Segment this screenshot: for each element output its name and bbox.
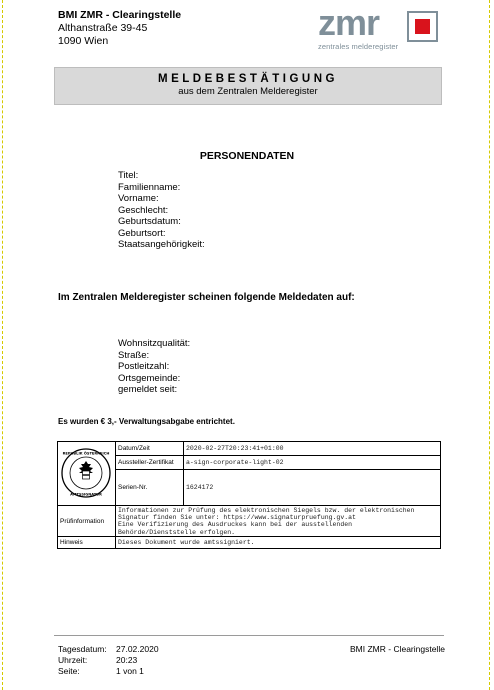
document-title: MELDEBESTÄTIGUNG	[158, 73, 338, 85]
field-label: Geburtsort:	[118, 227, 166, 239]
sig-label-hinweis: Hinweis	[58, 537, 116, 548]
pruef-line: Signatur finden Sie unter: https://www.signaturpruefung.gv.at	[118, 514, 356, 522]
pruef-line: Behörde/Dienststelle erfolgen.	[118, 528, 236, 536]
field-label: Staatsangehörigkeit:	[118, 239, 205, 250]
footer-value: 20:23	[116, 655, 138, 665]
field-label: Straße:	[118, 349, 150, 361]
footer-meta	[58, 644, 159, 677]
footer-issuer: BMI ZMR - Clearingstelle	[350, 644, 445, 654]
page-edge-right	[489, 0, 490, 690]
footer-row-page	[58, 666, 159, 677]
field-label: Vorname:	[118, 193, 159, 204]
svg-text:REPUBLIK ÖSTERREICH: REPUBLIK ÖSTERREICH	[62, 451, 110, 456]
footer-row-date	[58, 644, 159, 655]
field-label: Geschlecht:	[118, 204, 169, 216]
field-label: Ortsgemeinde:	[118, 372, 181, 384]
sig-value-datetime: 2020-02-27T20:23:41+01:00	[184, 442, 440, 456]
footer-value: 27.02.2020	[116, 644, 159, 654]
meldedaten-fields	[118, 338, 190, 396]
sig-label-certificate: Aussteller-Zertifikat	[116, 456, 184, 470]
field-label: Postleitzahl:	[118, 361, 170, 372]
footer-key: Tagesdatum:	[58, 644, 107, 654]
zmr-logo	[318, 2, 441, 52]
sig-value-hinweis: Dieses Dokument wurde amtssigniert.	[118, 539, 255, 546]
fee-note: Es wurden € 3,- Verwaltungsabgabe entrichtet.	[58, 417, 235, 426]
footer-divider	[54, 635, 444, 636]
field-label: Familienname:	[118, 181, 181, 193]
sender-city: 1090 Wien	[58, 35, 109, 47]
seal-cell	[58, 442, 116, 506]
pruef-line: Eine Verifizierung des Ausdruckes kann bei der ausstellenden	[118, 521, 353, 529]
field-label: Titel:	[118, 170, 139, 181]
sender-name: BMI ZMR - Clearingstelle	[58, 9, 182, 21]
zmr-logo-text: zmr	[318, 2, 380, 43]
title-banner	[54, 67, 442, 105]
sig-label-serial: Serien-Nr.	[116, 470, 184, 506]
sig-value-serial: 1624172	[184, 470, 440, 506]
field-label: Geburtsdatum:	[118, 216, 181, 227]
meldedaten-heading: Im Zentralen Melderegister scheinen folgende Meldedaten auf:	[58, 292, 355, 303]
sig-label-pruefinformation: Prüfinformation	[58, 506, 116, 537]
footer-key: Uhrzeit:	[58, 655, 88, 665]
footer-key: Seite:	[58, 666, 80, 676]
svg-text:AMTSSIGNATUR: AMTSSIGNATUR	[70, 492, 102, 497]
footer-value: 1 von 1	[116, 666, 144, 676]
sig-value-pruefinformation	[116, 506, 440, 537]
personendaten-fields	[118, 170, 205, 251]
signature-block	[57, 441, 441, 549]
footer-row-time	[58, 655, 159, 666]
field-label: Wohnsitzqualität:	[118, 338, 191, 349]
field-label: gemeldet seit:	[118, 384, 178, 395]
zmr-logo-square-icon	[407, 11, 438, 42]
zmr-logo-subtitle: zentrales melderegister	[318, 42, 399, 51]
page-edge-left	[2, 0, 3, 690]
personendaten-heading: PERSONENDATEN	[199, 150, 295, 162]
pruef-line: Informationen zur Prüfung des elektronischen Siegels bzw. der elektronischen	[118, 507, 415, 514]
austrian-eagle-seal-icon	[58, 442, 114, 504]
sender-address	[58, 9, 181, 48]
sig-value-certificate: a-sign-corporate-light-02	[184, 456, 440, 470]
sender-street: Althanstraße 39-45	[58, 22, 148, 34]
sig-label-datetime: Datum/Zeit	[116, 442, 184, 456]
document-subtitle: aus dem Zentralen Melderegister	[178, 86, 318, 97]
